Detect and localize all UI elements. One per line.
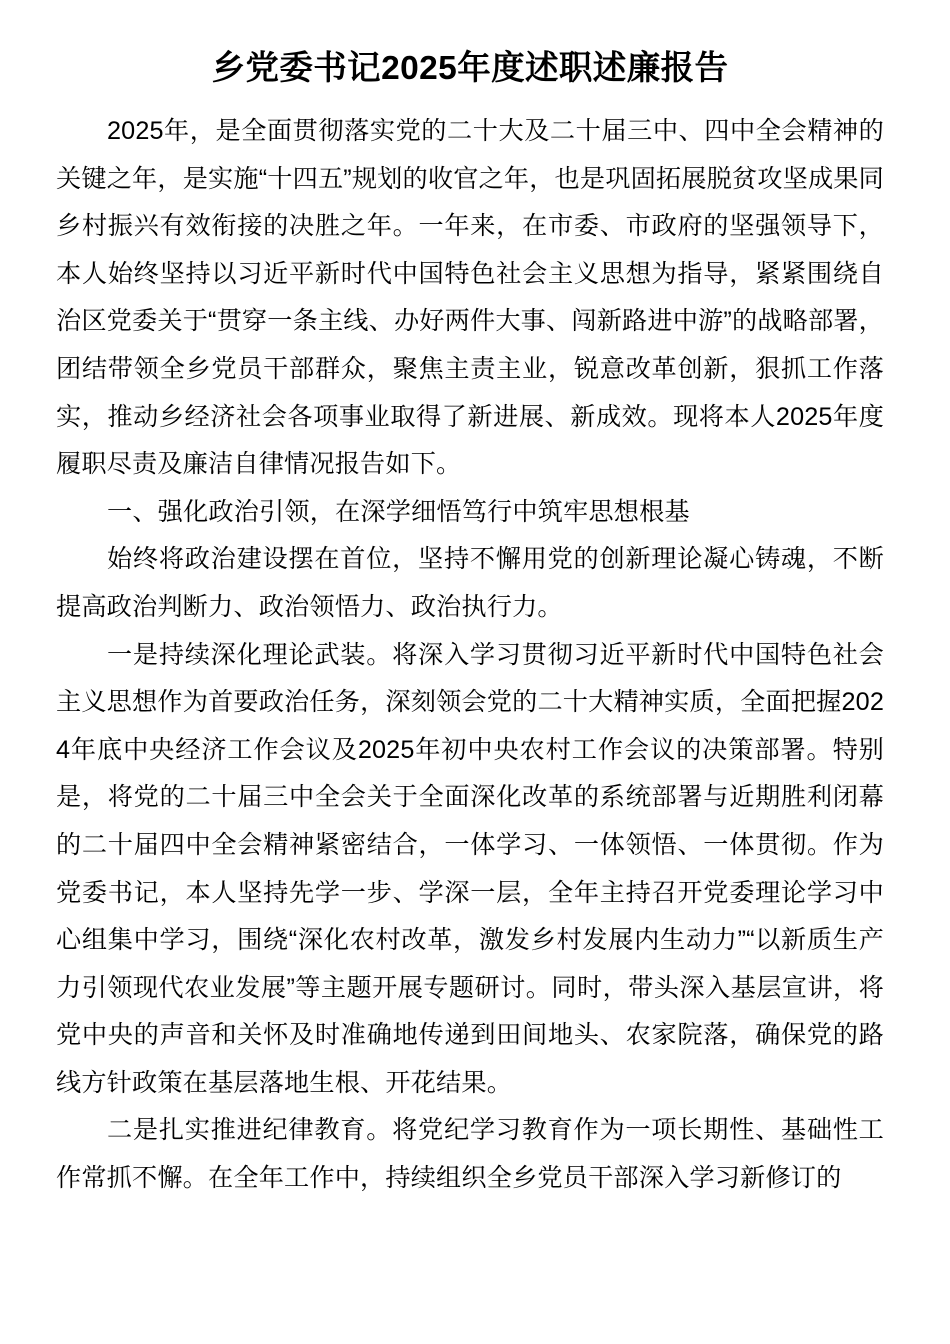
paragraph-section-one-lead: 始终将政治建设摆在首位，坚持不懈用党的创新理论凝心铸魂，不断提高政治判断力、政治领悟力、政治执行力。 [56, 545, 884, 621]
document-body [56, 44, 884, 1203]
page-title: 乡党委书记2025年度述职述廉报告 [211, 50, 729, 87]
paragraph-point-one: 一是持续深化理论武装。将深入学习贯彻习近平新时代中国特色社会主义思想作为首要政治任务，深刻领会党的二十大精神实质，全面把握2024年底中央经济工作会议及2025年初中央农村工作会议的决策部署。特别是，将党的二十届三中全会关于全面深化改革的系统部署与近期胜利闭幕的二十届四中全会精神紧密结合，一体学习、一体领悟、一体贯彻。作为党委书记，本人坚持先学一步、学深一层，全年主持召开党委理论学习中心组集中学习，围绕“深化农村改革，激发乡村发展内生动力”“以新质生产力引领现代农业发展”等主题开展专题研讨。同时，带头深入基层宣讲，将党中央的声音和关怀及时准确地传递到田间地头、农家院落，确保党的路线方针政策在基层落地生根、开花结果。 [56, 640, 884, 1097]
paragraph-point-two-clip [56, 1107, 884, 1202]
section-heading-one: 一、强化政治引领，在深学细悟笃行中筑牢思想根基 [107, 497, 690, 526]
paragraph-point-two: 二是扎实推进纪律教育。将党纪学习教育作为一项长期性、基础性工作常抓不懈。在全年工作中，持续组织全乡党员干部深入学习新修订的 [56, 1116, 884, 1193]
paragraph-opening: 2025年，是全面贯彻落实党的二十大及二十届三中、四中全会精神的关键之年，是实施“十四五”规划的收官之年，也是巩固拓展脱贫攻坚成果同乡村振兴有效衔接的决胜之年。一年来，在市委、市政府的坚强领导下，本人始终坚持以习近平新时代中国特色社会主义思想为指导，紧紧围绕自治区党委关于“贯穿一条主线、办好两件大事、闯新路进中游”的战略部署，团结带领全乡党员干部群众，聚焦主责主业，锐意改革创新，狠抓工作落实，推动乡经济社会各项事业取得了新进展、新成效。现将本人2025年度履职尽责及廉洁自律情况报告如下。 [56, 117, 884, 479]
